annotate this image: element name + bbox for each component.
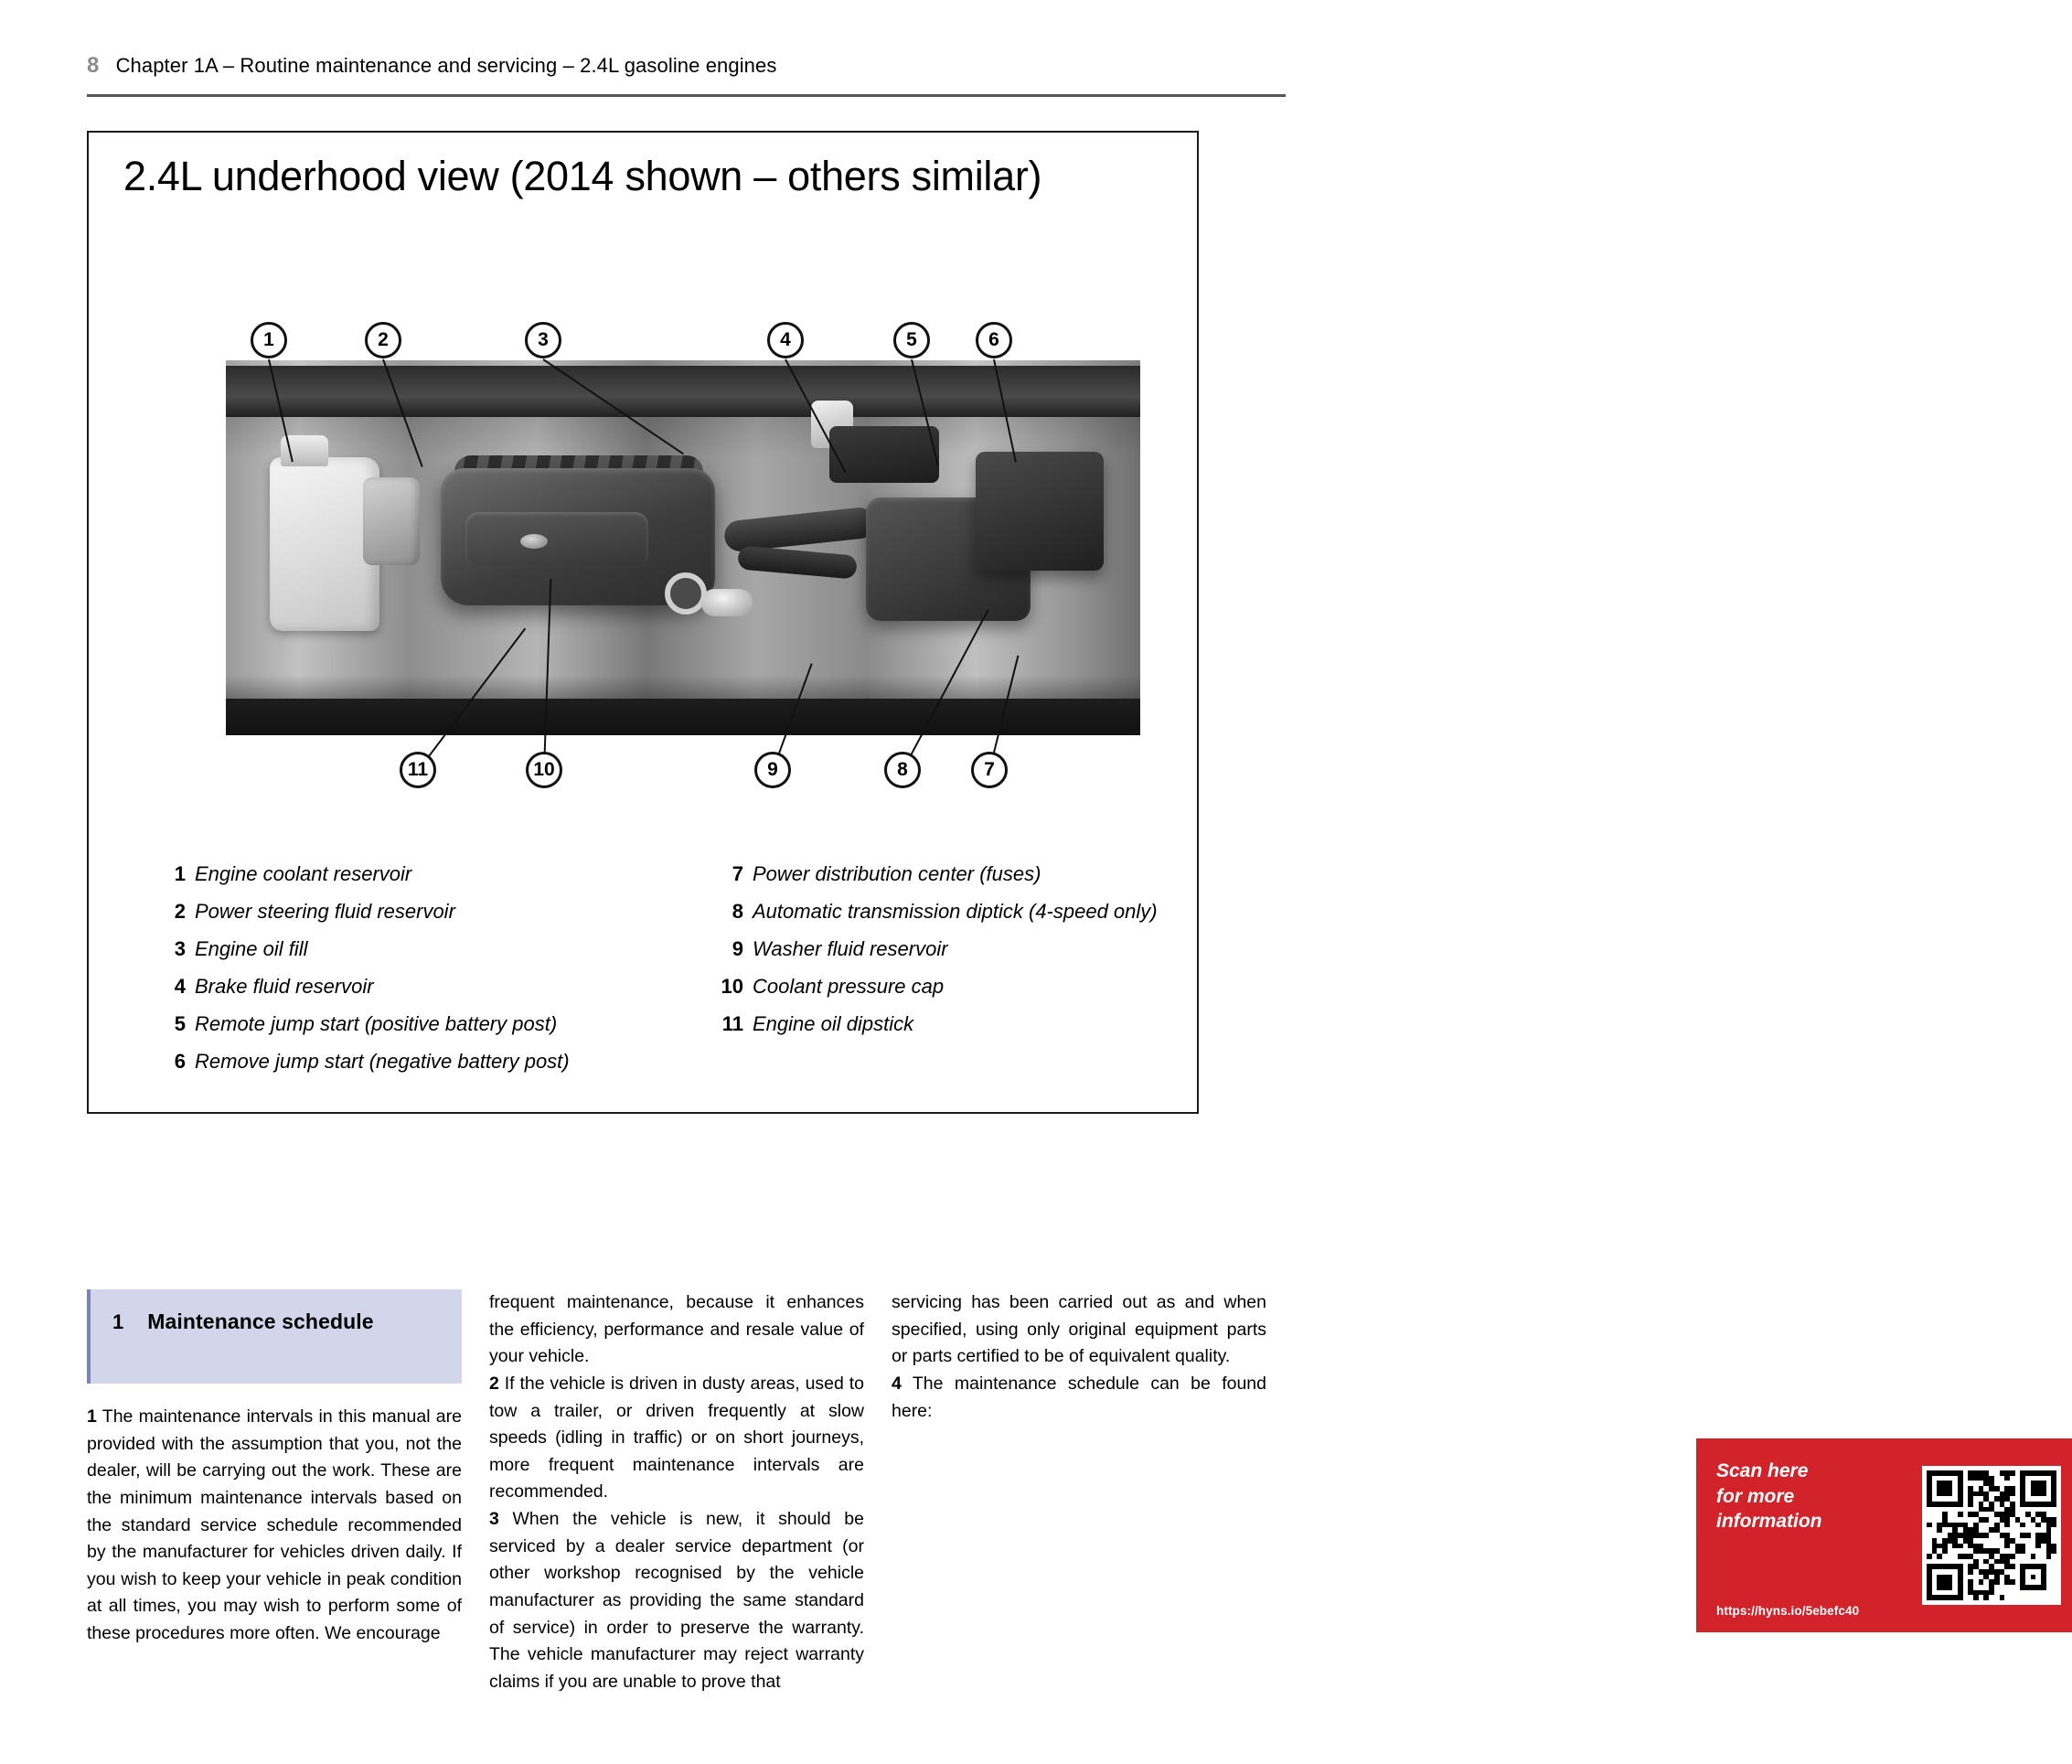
legend-label: Coolant pressure cap (753, 975, 945, 998)
callout-marker-3[interactable] (525, 322, 561, 358)
callout-label: 4 (780, 329, 791, 350)
legend-item (144, 902, 646, 922)
callout-label: 2 (378, 329, 389, 350)
figure-legend (144, 862, 1158, 1089)
paragraph-number: 3 (489, 1509, 499, 1529)
callout-marker-1[interactable] (251, 322, 287, 358)
legend-item (144, 864, 646, 884)
legend-column-right (646, 862, 1158, 1089)
callout-label: 5 (906, 329, 917, 350)
paragraph-number: 1 (87, 1406, 97, 1427)
column-2 (489, 1289, 864, 1695)
legend-item (144, 1014, 646, 1034)
qr-promo-text (1696, 1438, 1911, 1632)
power-distribution-center-part (976, 452, 1104, 571)
battery-terminal-block (829, 426, 939, 483)
legend-column-left (144, 864, 646, 1089)
legend-label: Brake fluid reservoir (195, 975, 374, 998)
paragraph-text: If the vehicle is driven in dusty areas, used to tow a trailer, or driven frequently at slow speeds (idling in traffic) or on short journeys, more frequent maintenance intervals are recommended. (489, 1373, 864, 1502)
page-number: 8 (87, 53, 100, 78)
column-3 (892, 1289, 1860, 1618)
paragraph-text: The maintenance intervals in this manual are provided with the assumption that you, not the dealer, will be carrying out the work. These are the minimum maintenance intervals based on the standard service schedule recommended by the manufacturer for vehicles driven daily. If you wish to keep your vehicle in peak condition at all times, you may wish to perform some of these procedures more often. We encourage (87, 1406, 462, 1643)
paragraph-number: 4 (892, 1373, 902, 1394)
callout-label: 3 (538, 329, 549, 350)
paragraph-2 (489, 1371, 864, 1506)
callout-marker-2[interactable] (365, 322, 401, 358)
underhood-figure-box (87, 131, 1199, 1114)
qr-code-container[interactable] (1911, 1438, 2072, 1632)
legend-item (701, 977, 1149, 997)
washer-fluid-cap (701, 589, 753, 616)
engine-bay-photo (226, 360, 1140, 735)
legend-label: Engine oil fill (195, 937, 308, 960)
callout-marker-4[interactable] (767, 322, 804, 358)
callout-marker-8[interactable] (884, 752, 921, 788)
callout-label: 9 (767, 759, 778, 780)
callout-label: 7 (984, 759, 995, 780)
callout-label: 11 (407, 759, 429, 780)
paragraph-text: The maintenance schedule can be found here: (892, 1373, 1266, 1421)
engine-cover-plate (465, 512, 648, 567)
legend-number: 7 (732, 862, 743, 885)
legend-item (144, 1052, 646, 1072)
legend-label: Washer fluid reservoir (753, 937, 948, 960)
callout-marker-7[interactable] (971, 752, 1008, 788)
paragraph-text: When the vehicle is new, it should be serviced by a dealer service department (or other workshop recognised by the vehicle manufacturer as providing the same standard of service) in order to preserve the warranty. The vehicle manufacturer may reject warranty claims if you are unable to prove that (489, 1509, 864, 1692)
header-divider (87, 94, 1286, 97)
lower-hose (737, 545, 858, 579)
legend-item (701, 900, 1158, 923)
qr-tagline-line-1: Scan here (1716, 1460, 1809, 1481)
callout-label: 1 (263, 329, 274, 350)
callout-marker-10[interactable] (526, 752, 562, 788)
article-columns (87, 1289, 1860, 1692)
legend-label: Power steering fluid reservoir (195, 900, 455, 923)
paragraph-1-continued: frequent maintenance, because it enhances the efficiency, performance and resale value of your vehicle. (489, 1292, 864, 1367)
underhood-photo-area (144, 302, 1149, 823)
section-number: 1 (112, 1310, 124, 1333)
engine-oil-fill-cap (520, 534, 548, 549)
legend-label: Remove jump start (negative battery post) (195, 1050, 570, 1073)
legend-number: 1 (174, 862, 186, 885)
power-steering-reservoir-part (363, 477, 420, 565)
callout-label: 6 (988, 329, 999, 350)
legend-number: 9 (732, 937, 743, 960)
legend-item (144, 977, 646, 997)
callout-marker-9[interactable] (754, 752, 791, 788)
legend-item (701, 1014, 1149, 1034)
qr-tagline-line-2: for more (1716, 1485, 1795, 1507)
coolant-pressure-cap-part (665, 572, 707, 615)
section-title: Maintenance schedule (147, 1310, 374, 1333)
qr-promo-panel[interactable] (1696, 1438, 2072, 1632)
legend-number: 4 (174, 975, 186, 998)
qr-tagline (1716, 1459, 1911, 1534)
legend-label: Automatic transmission diptick (4-speed only) (753, 900, 1158, 923)
page-header (87, 53, 1285, 79)
legend-label: Engine coolant reservoir (195, 862, 412, 885)
figure-title: 2.4L underhood view (2014 shown – others similar) (123, 153, 1042, 199)
legend-number: 6 (174, 1050, 186, 1073)
legend-number: 2 (174, 900, 186, 923)
legend-label: Power distribution center (fuses) (753, 862, 1041, 885)
qr-code-matrix (1927, 1470, 2056, 1600)
legend-number: 3 (174, 937, 186, 960)
legend-number: 8 (732, 900, 743, 923)
legend-item (701, 939, 1149, 959)
callout-label: 8 (897, 759, 908, 780)
legend-item (701, 864, 1149, 884)
qr-url-label[interactable]: https://hyns.io/5ebefc40 (1716, 1604, 1860, 1618)
legend-number: 11 (721, 1012, 743, 1035)
legend-label: Engine oil dipstick (753, 1012, 914, 1035)
paragraph-3 (489, 1506, 864, 1695)
callout-marker-11[interactable] (400, 752, 436, 788)
column-1 (87, 1289, 462, 1648)
section-heading-block (87, 1289, 462, 1384)
legend-label: Remote jump start (positive battery post) (195, 1012, 558, 1035)
paragraph-1 (87, 1404, 462, 1648)
legend-item (144, 939, 646, 959)
callout-label: 10 (533, 759, 555, 780)
paragraph-4 (892, 1371, 1266, 1425)
qr-code-icon[interactable] (1922, 1466, 2061, 1605)
qr-tagline-line-3: information (1716, 1511, 1822, 1533)
callout-marker-6[interactable] (976, 322, 1012, 358)
legend-number: 10 (721, 975, 743, 998)
legend-number: 5 (174, 1012, 186, 1035)
paragraph-number: 2 (489, 1373, 499, 1394)
chapter-title: Chapter 1A – Routine maintenance and servicing – 2.4L gasoline engines (115, 54, 777, 77)
paragraph-3-continued: servicing has been carried out as and when specified, using only original equipment parts or parts certified to be of equivalent quality. (892, 1292, 1266, 1367)
callout-marker-5[interactable] (893, 322, 930, 358)
